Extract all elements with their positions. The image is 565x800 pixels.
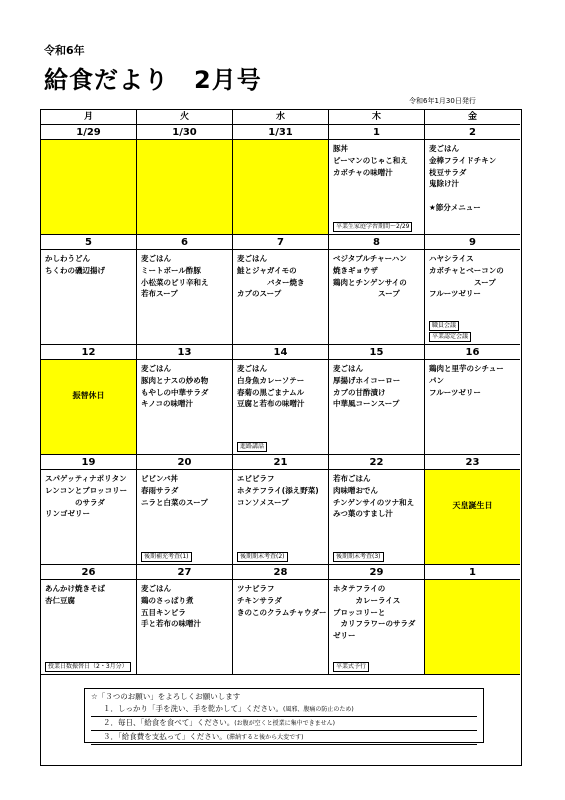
menu-cell (137, 580, 233, 675)
menu-item: チキンサラダ (237, 595, 282, 605)
notice-item-2: ２．毎日、「給食を食べて」ください。(お腹が空くと授業に集中できません) (91, 717, 477, 731)
menu-item: 厚揚げホイコーロー (333, 375, 401, 385)
notice-intro: ☆「３つのお願い」をよろしくお願いします (91, 692, 241, 701)
weekday-header: 火 (137, 110, 233, 125)
menu-item: ちくわの磯辺揚げ (45, 265, 105, 275)
menu-cell (41, 250, 137, 345)
menu-cell (329, 140, 425, 235)
menu-item: みつ葉のすまし汁 (333, 509, 393, 519)
menu-item: パン (429, 375, 444, 385)
menu-item: 鮭とジャガイモの (237, 265, 297, 275)
menu-item: もやしの中華サラダ (141, 387, 209, 397)
menu-item: 豚肉とナスの炒め物 (141, 375, 209, 385)
menu-item: 肉味噌おでん (333, 485, 378, 495)
menu-item: フルーツゼリー (429, 289, 481, 299)
menu-item: 若布スープ (141, 289, 178, 299)
menu-item: スープ (429, 277, 496, 287)
menu-item: ブロッコリーと (333, 607, 386, 617)
menu-cell (329, 250, 425, 345)
menu-item: かしわうどん (45, 254, 90, 263)
menu-cell (233, 580, 329, 675)
date-label: 6 (137, 235, 233, 250)
lunch-calendar (40, 109, 522, 766)
menu-item: ホタテフライ(添え野菜) (237, 485, 319, 495)
date-label: 1/30 (137, 125, 233, 140)
menu-cell (137, 360, 233, 455)
date-label: 12 (41, 345, 137, 360)
event-tag: 卒業認定会議 (429, 332, 471, 342)
menu-item: カブのスープ (237, 289, 282, 299)
menu-item: 手と若布の味噌汁 (141, 619, 201, 629)
menu-cell (329, 360, 425, 455)
holiday-label: 振替休日 (72, 391, 105, 400)
date-label: 21 (233, 455, 329, 470)
menu-item: 小松菜のピリ辛和え (141, 277, 209, 287)
menu-cell (41, 470, 137, 565)
menu-item: カリフラワーのサラダ (333, 619, 416, 629)
event-tag: 進路講話 (237, 442, 267, 452)
menu-item: ゼリー (333, 631, 356, 641)
menu-item: 麦ごはん (237, 254, 267, 263)
page-title: 給食だより 2月号 (44, 66, 262, 94)
menu-item: ★節分メニュー (429, 202, 481, 212)
menu-item: 五目キンピラ (141, 607, 186, 617)
menu-cell (41, 580, 137, 675)
event-tag: 後期補充考査(1) (141, 552, 192, 562)
date-label: 1/29 (41, 125, 137, 140)
menu-item: チンゲンサイのツナ和え (333, 497, 415, 507)
weekday-header: 月 (41, 110, 137, 125)
notice-item-1: １．しっかり「手を洗い、手を乾かして」ください。(風邪、腹痛の防止のため) (91, 703, 477, 717)
event-tag: 授業日数振替日（2・3月分） (45, 662, 131, 672)
date-label: 22 (329, 455, 425, 470)
menu-item: カレーライス (333, 595, 401, 605)
menu-cell (137, 140, 233, 235)
date-label: 23 (425, 455, 520, 470)
date-label: 2 (425, 125, 520, 140)
menu-item: 麦ごはん (429, 144, 459, 153)
menu-item: フルーツゼリー (429, 387, 481, 397)
menu-item: ニラと白菜のスープ (141, 497, 208, 507)
era-label: 令和6年 (44, 44, 85, 57)
date-label: 29 (329, 565, 425, 580)
menu-item: 豆腐と若布の味噌汁 (237, 399, 305, 409)
menu-cell (425, 360, 520, 455)
menu-cell (425, 580, 520, 675)
date-label: 27 (137, 565, 233, 580)
menu-item: キノコの味噌汁 (141, 399, 193, 409)
date-label: 28 (233, 565, 329, 580)
menu-cell (233, 140, 329, 235)
menu-item: 麦ごはん (333, 364, 363, 373)
menu-item: 麦ごはん (141, 584, 171, 593)
menu-item: レンコンとブロッコリー (45, 485, 128, 495)
menu-item: 麦ごはん (237, 364, 267, 373)
date-label: 8 (329, 235, 425, 250)
menu-item: ツナピラフ (237, 584, 275, 593)
notice-box (84, 688, 484, 743)
issue-date: 令和6年1月30日発行 (409, 97, 476, 105)
notice-item-3: ３．「給食費を支払って」ください。(滞納すると後から大変です) (91, 731, 477, 745)
menu-item: 杏仁豆腐 (45, 595, 75, 605)
notice-section (44, 676, 482, 746)
menu-item: 焼きギョウザ (333, 265, 378, 275)
date-label: 26 (41, 565, 137, 580)
menu-item: 麦ごはん (141, 254, 171, 263)
weekday-header: 水 (233, 110, 329, 125)
menu-item: あんかけ焼きそば (45, 584, 105, 593)
menu-item: 麦ごはん (141, 364, 171, 373)
menu-item: カボチャとベーコンの (429, 265, 504, 275)
menu-item: カブの甘酢漬け (333, 387, 386, 397)
menu-cell (41, 140, 137, 235)
menu-item: 春菊の黒ごまナムル (237, 387, 305, 397)
event-tag: 卒業式予行 (333, 662, 369, 672)
menu-item: 中華風コーンスープ (333, 399, 400, 409)
menu-cell (329, 580, 425, 675)
menu-cell (233, 470, 329, 565)
date-label: 5 (41, 235, 137, 250)
menu-item: のサラダ (45, 497, 105, 507)
menu-item: リンゴゼリー (45, 509, 90, 519)
menu-item: 白身魚カレーソテー (237, 375, 305, 385)
date-label: 7 (233, 235, 329, 250)
menu-item: 枝豆サラダ (429, 167, 467, 177)
menu-cell (425, 140, 520, 235)
weekday-header: 木 (329, 110, 425, 125)
date-label: 1 (329, 125, 425, 140)
menu-cell (425, 250, 520, 345)
menu-item: スープ (333, 289, 400, 299)
menu-item: 鶏のさっぱり煮 (141, 595, 194, 605)
date-label: 15 (329, 345, 425, 360)
menu-cell (425, 470, 520, 565)
menu-item: ピーマンのじゃこ和え (333, 155, 408, 165)
menu-item: ハヤシライス (429, 254, 474, 263)
event-tag: 後期期末考査(2) (237, 552, 288, 562)
menu-item: 金棒フライドチキン (429, 155, 497, 165)
menu-item: 鶏肉とチンゲンサイの (333, 277, 407, 287)
date-label: 19 (41, 455, 137, 470)
menu-item: ベジタブルチャーハン (333, 254, 407, 263)
menu-cell (41, 360, 137, 455)
date-label: 13 (137, 345, 233, 360)
date-label: 1/31 (233, 125, 329, 140)
weekday-header: 金 (425, 110, 520, 125)
event-tag: 後期期末考査(3) (333, 552, 384, 562)
date-label: 9 (425, 235, 520, 250)
menu-item: エビピラフ (237, 474, 275, 483)
date-label: 20 (137, 455, 233, 470)
event-tag: 卒業生家庭学習期間～2/29 (333, 222, 412, 232)
menu-item: バター焼き (237, 277, 305, 287)
menu-item: コンソメスープ (237, 497, 289, 507)
menu-item (429, 190, 518, 202)
menu-item: ミートボール酢豚 (141, 265, 201, 275)
menu-cell (233, 250, 329, 345)
menu-item: 春雨サラダ (141, 485, 179, 495)
menu-item: 若布ごはん (333, 474, 371, 483)
event-tag: 職員会議 (429, 321, 459, 331)
menu-cell (329, 470, 425, 565)
menu-item: ホタテフライの (333, 584, 386, 593)
menu-cell (233, 360, 329, 455)
menu-item: 鬼除け汁 (429, 179, 459, 189)
holiday-label: 天皇誕生日 (452, 501, 493, 510)
menu-cell (137, 470, 233, 565)
menu-item: カボチャの味噌汁 (333, 167, 393, 177)
date-label: 1 (425, 565, 520, 580)
menu-item: きのこのクラムチャウダー (237, 607, 327, 617)
menu-item: ビビンバ丼 (141, 474, 178, 483)
menu-item: 豚丼 (333, 144, 348, 153)
date-label: 14 (233, 345, 329, 360)
date-label: 16 (425, 345, 520, 360)
menu-cell (137, 250, 233, 345)
menu-item: 鶏肉と里芋のシチュー (429, 364, 504, 373)
menu-item: スパゲッティナポリタン (45, 474, 127, 483)
